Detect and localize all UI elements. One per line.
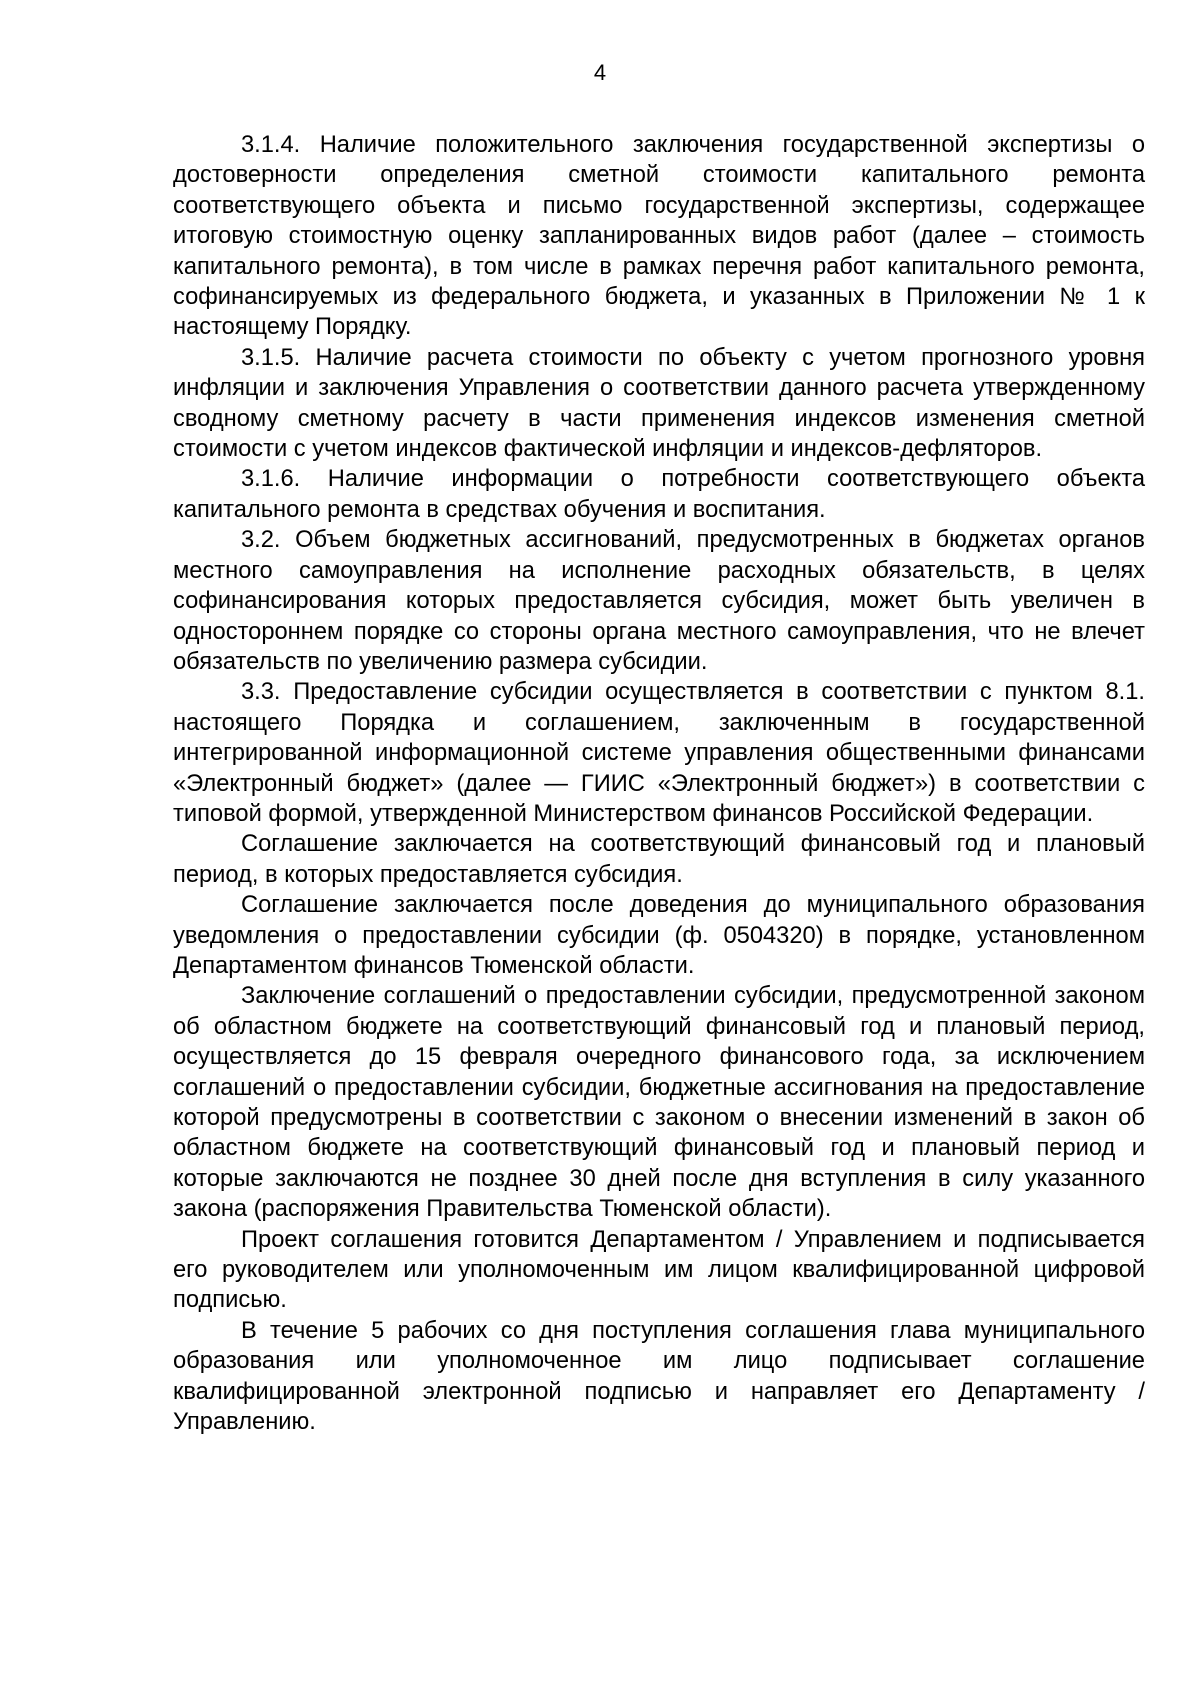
paragraph-agreement-draft: Проект соглашения готовится Департаментом / Управлением и подписывается его руководителем или уполномоченным им лицом квалифицированной цифровой подписью. bbox=[173, 1226, 1145, 1314]
paragraph-3-1-4: 3.1.4. Наличие положительного заключения государственной экспертизы о достоверности определения сметной стоимости капитального ремонта соответствующего объекта и письмо государственной экспертизы, содержащее итоговую стоимостную оценку запланированных видов работ (далее – стоимость капитального ремонта), в том числе в рамках перечня работ капитального ремонта, софинансируемых из федерального бюджета, и указанных в Приложении № 1 к настоящему Порядку. bbox=[173, 132, 1145, 341]
paragraph-3-2: 3.2. Объем бюджетных ассигнований, предусмотренных в бюджетах органов местного самоуправления на исполнение расходных обязательств, в целях софинансирования которых предоставляется субсидия, может быть увеличен в одностороннем порядке со стороны органа местного самоуправления, что не влечет обязательств по увеличению размера субсидии. bbox=[173, 527, 1145, 675]
page-number: 4 bbox=[593, 60, 607, 85]
paragraph-agreement-deadline: Заключение соглашений о предоставлении субсидии, предусмотренной законом об областном бюджете на соответствующий финансовый год и плановый период, осуществляется до 15 февраля очередного финансового года, за исключением соглашений о предоставлении субсидии, бюджетные ассигнования на предоставление которой предусмотрены в соответствии с законом о внесении изменений в закон об областном бюджете на соответствующий финансовый год и плановый период и которые заключаются не позднее 30 дней после дня вступления в силу указанного закона (распоряжения Правительства Тюменской области). bbox=[173, 983, 1145, 1223]
paragraph-agreement-period: Соглашение заключается на соответствующий финансовый год и плановый период, в которых предоставляется субсидия. bbox=[173, 831, 1145, 888]
document-body bbox=[173, 130, 1145, 1437]
paragraph-agreement-signing: В течение 5 рабочих со дня поступления соглашения глава муниципального образования или уполномоченное им лицо подписывает соглашение квалифицированной электронной подписью и направляет его Департаменту / Управлению. bbox=[173, 1317, 1145, 1436]
paragraph-3-3: 3.3. Предоставление субсидии осуществляется в соответствии с пунктом 8.1. настоящего Порядка и соглашением, заключенным в государственной интегрированной информационной системе управления общественными финансами «Электронный бюджет» (далее — ГИИС «Электронный бюджет») в соответствии с типовой формой, утвержденной Министерством финансов Российской Федерации. bbox=[173, 679, 1145, 827]
paragraph-3-1-5: 3.1.5. Наличие расчета стоимости по объекту с учетом прогнозного уровня инфляции и заключения Управления о соответствии данного расчета утвержденному сводному сметному расчету в части применения индексов изменения сметной стоимости с учетом индексов фактической инфляции и индексов-дефляторов. bbox=[173, 344, 1145, 463]
paragraph-agreement-notification: Соглашение заключается после доведения до муниципального образования уведомления о предоставлении субсидии (ф. 0504320) в порядке, установленном Департаментом финансов Тюменской области. bbox=[173, 892, 1145, 979]
paragraph-3-1-6: 3.1.6. Наличие информации о потребности соответствующего объекта капитального ремонта в средствах обучения и воспитания. bbox=[173, 466, 1145, 523]
